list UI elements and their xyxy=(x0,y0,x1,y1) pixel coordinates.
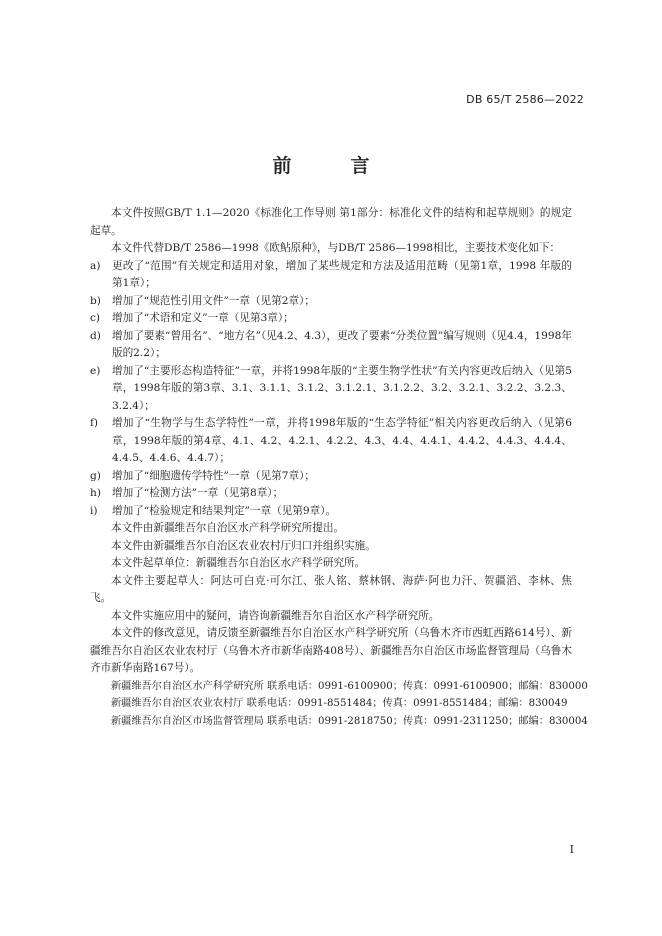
list-item-label: i) xyxy=(90,504,98,517)
list-item xyxy=(90,328,572,363)
list-item-text: 增加了“检测方法”一章（见第8章）； xyxy=(112,487,284,499)
list-item-label: e) xyxy=(90,364,101,377)
list-item-label: b) xyxy=(90,294,101,307)
document-body xyxy=(90,205,588,730)
paragraph-replacement: 本文件代替DB/T 2586—1998《欧鲇原种》，与DB/T 2586—1998相比，主要技术变化如下： xyxy=(111,242,561,254)
list-item-label: g) xyxy=(90,469,101,482)
list-item-text: 增加了“主要形态构造特征”一章，并将1998年版的“主要生物学性状”有关内容更改后纳入（见第5章，1998年版的第3章、3.1、3.1.1、3.1.2、3.1.2.1、3.1.2.2、3.2、3.2.1、3.2.2、3.2.3、3.2.4）； xyxy=(112,364,572,412)
list-item-label: f) xyxy=(90,417,99,429)
page-title: 前 言 xyxy=(272,155,390,177)
list-item xyxy=(90,468,572,486)
contact-line: 新疆维吾尔自治区市场监督管理局 联系电话：0991-2818750；传真：0991-2311250；邮编：830004 xyxy=(111,715,588,727)
list-item xyxy=(90,415,572,468)
paragraph-basis: 本文件按照GB/T 1.1—2020《标准化工作导则 第1部分：标准化文件的结构和起草规则》的规定起草。 xyxy=(90,207,572,237)
list-item xyxy=(90,363,572,416)
paragraph-drafters: 本文件主要起草人：阿达可白克·可尔江、张人铭、蔡林钢、海萨·阿也力汗、贺疆滔、李林、焦飞。 xyxy=(90,574,572,604)
list-item xyxy=(90,503,572,521)
list-item xyxy=(90,258,572,293)
list-item-text: 增加了“细胞遗传学特性”一章（见第7章）； xyxy=(112,469,315,482)
list-item-label: a) xyxy=(90,259,101,272)
list-item-label: h) xyxy=(90,487,101,499)
paragraph-proposer: 本文件由新疆维吾尔自治区水产科学研究所提出。 xyxy=(111,522,345,534)
list-item-label: d) xyxy=(90,329,101,342)
document-code: DB 65/T 2586—2022 xyxy=(466,93,584,106)
list-item xyxy=(90,485,572,503)
list-item xyxy=(90,310,572,328)
contact-line: 新疆维吾尔自治区农业农村厅 联系电话：0991-8551484；传真：0991-8551484；邮编：830049 xyxy=(111,698,568,709)
list-item-text: 增加了要素“曾用名”、“地方名”（见4.2、4.3），更改了要素“分类位置”编写规则（见4.4，1998年版的2.2）； xyxy=(112,329,572,359)
paragraph-drafting-unit: 本文件起草单位：新疆维吾尔自治区水产科学研究所。 xyxy=(111,557,366,569)
list-item-text: 增加了“生物学与生态学特性”一章，并将1998年版的“生态学特征”相关内容更改后纳入（见第6章，1998年版的第4章、4.1、4.2、4.2.1、4.2.2、4.3、4.4、4.4.1、4.4.2、4.4.3、4.4.4、4.4.5、4.4.6、4.4.7）； xyxy=(112,417,572,464)
list-item xyxy=(90,293,572,311)
paragraph-inquiry: 本文件实施应用中的疑问，请咨询新疆维吾尔自治区水产科学研究所。 xyxy=(111,609,440,622)
list-item-text: 增加了“术语和定义”一章（见第3章）； xyxy=(112,312,294,324)
page-number: I xyxy=(569,843,574,856)
list-item-label: c) xyxy=(90,312,101,324)
contact-line: 新疆维吾尔自治区水产科学研究所 联系电话：0991-6100900；传真：0991-6100900；邮编：830000 xyxy=(111,680,588,692)
list-item-text: 增加了“规范性引用文件”一章（见第2章）； xyxy=(112,294,315,307)
list-item-text: 更改了“范围”有关规定和适用对象，增加了某些规定和方法及适用范畴（见第1章，1998 年版的第1章）； xyxy=(112,259,572,289)
paragraph-administrator: 本文件由新疆维吾尔自治区农业农村厅归口并组织实施。 xyxy=(111,539,376,552)
paragraph-feedback: 本文件的修改意见，请反馈至新疆维吾尔自治区水产科学研究所（乌鲁木齐市西虹西路614号）、新疆维吾尔自治区农业农村厅（乌鲁木齐市新华南路408号）、新疆维吾尔自治区市场监督管理局（乌鲁木齐市新华南路167号）。 xyxy=(90,627,572,674)
list-item-text: 增加了“检验规定和结果判定”一章（见第9章）。 xyxy=(112,504,337,517)
change-list xyxy=(90,258,572,521)
